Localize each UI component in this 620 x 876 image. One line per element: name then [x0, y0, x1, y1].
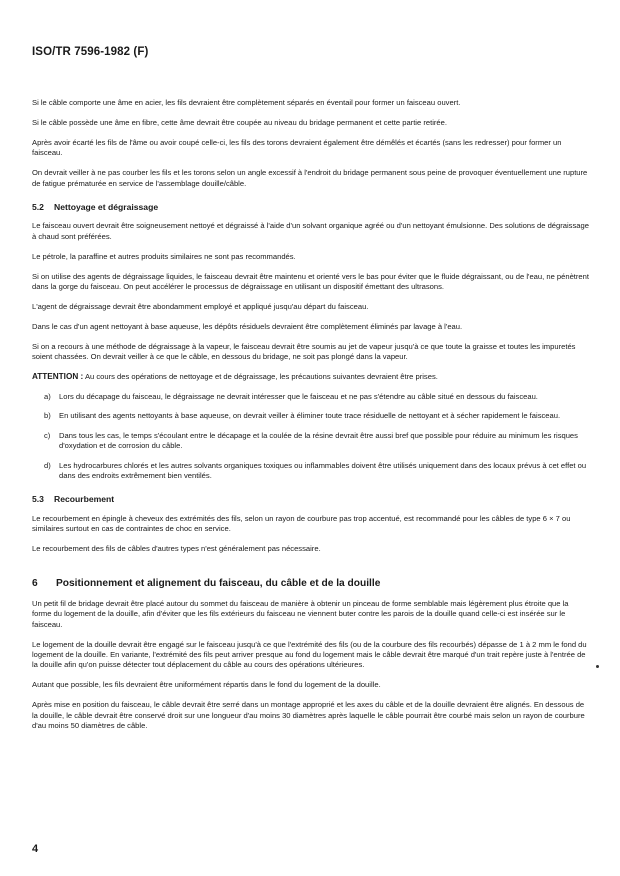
s53-paragraph-2: Le recourbement des fils de câbles d'autres types n'est généralement pas nécessaire. [32, 544, 321, 554]
section-number: 5.3 [32, 494, 44, 505]
section-5-2-heading [32, 202, 590, 212]
s52-paragraph-6: Si on a recours à une méthode de dégraissage à la vapeur, le faisceau devrait être soumis au jet de vapeur jusqu'à ce que toute la graisse et toutes les impuretés soient chassées. On devrait veiller à ce que le câble, en dessous du bridage, ne soit pas plongé dans la vapeur. [32, 341, 576, 362]
intro-paragraph-3: Après avoir écarté les fils de l'âme ou avoir coupé celle-ci, les fils des torons devraient également être démêlés et écartés (sans les redresser) pour former un faisceau. [32, 137, 562, 158]
section-title: Positionnement et alignement du faisceau, du câble et de la douille [56, 578, 381, 590]
section-number: 6 [32, 578, 38, 590]
list-item [44, 411, 590, 421]
section-6-heading [32, 579, 590, 589]
item-marker: c) [44, 430, 51, 440]
item-text: En utilisant des agents nettoyants à base aqueuse, on devrait veiller à éliminer toute trace résiduelle de nettoyant et à sécher rapidement le faisceau. [59, 411, 561, 421]
page-number: 4 [32, 843, 39, 855]
list-item [44, 431, 590, 452]
item-text: Dans tous les cas, le temps s'écoulant entre le décapage et la coulée de la résine devrait être aussi bref que possible pour réduire au minimum les risques d'oxydation et de corrosion du câble. [59, 430, 578, 451]
document-id-header: ISO/TR 7596-1982 (F) [32, 46, 149, 58]
s52-paragraph-5: Dans le cas d'un agent nettoyant à base aqueuse, les dépôts résiduels devraient être complètement éliminés par lavage à l'eau. [32, 321, 463, 331]
intro-paragraph-2: Si le câble possède une âme en fibre, cette âme devrait être coupée au niveau du bridage permanent et cette partie retirée. [32, 117, 447, 127]
item-text: Les hydrocarbures chlorés et les autres solvants organiques toxiques ou inflammables doivent être utilisés uniquement dans des locaux prévus à cet effet ou dans des endroits extrêmement bien ventilés. [59, 460, 587, 480]
s52-paragraph-2: Le pétrole, la paraffine et autres produits similaires ne sont pas recommandés. [32, 251, 296, 261]
s52-paragraph-3: Si on utilise des agents de dégraissage liquides, le faisceau devrait être maintenu et orienté vers le bas pour éviter que le fluide dégraissant, ou de l'eau, ne pénètrent dans la gorge du faisceau. On peut accélérer le processus de dégraissage en utilisant un dispositif émettant des ultrasons. [32, 271, 589, 291]
item-marker: d) [44, 460, 51, 470]
intro-paragraph-1: Si le câble comporte une âme en acier, les fils devraient être complètement séparés en éventail pour former un faisceau ouvert. [32, 98, 461, 107]
item-marker: a) [44, 391, 51, 401]
s53-paragraph-1: Le recourbement en épingle à cheveux des extrémités des fils, selon un rayon de courbure pas trop accentué, est recommandé pour les câbles de type 6 × 7 ou similaires surtout en cas de contraintes de choc en service. [32, 513, 571, 534]
item-marker: b) [44, 411, 51, 421]
section-title: Recourbement [54, 494, 115, 505]
section-5-3-heading [32, 494, 590, 504]
s6-paragraph-4: Après mise en position du faisceau, le câble devrait être serré dans un montage approprié et les axes du câble et de la douille devraient être alignés. En dessous de la douille, le câble devrait être conservé droit sur une longueur d'au moins 30 diamètres après laquelle le câble pourrait être courbé mais selon un rayon de courbure d'au moins 50 diamètres de câble. [32, 700, 585, 731]
s6-paragraph-3: Autant que possible, les fils devraient être uniformément répartis dans le fond du logement de la douille. [32, 680, 381, 690]
section-title: Nettoyage et dégraissage [54, 201, 159, 212]
attention-note [32, 372, 590, 382]
list-item [44, 461, 590, 482]
attention-text: Au cours des opérations de nettoyage et de dégraissage, les précautions suivantes devraient être prises. [84, 372, 438, 381]
s6-paragraph-1: Un petit fil de bridage devrait être placé autour du sommet du faisceau de manière à obtenir un pinceau de forme semblable mais légèrement plus étroite que la forme du logement de la douille, afin d'éviter que les fils extérieurs du faisceau ne viennent buter contre les parois de la douille quand celle-ci est insérée sur le faisceau. [32, 598, 569, 629]
margin-dot [596, 665, 599, 668]
list-item [44, 392, 590, 402]
page-body [32, 98, 590, 741]
section-number: 5.2 [32, 201, 44, 212]
s6-paragraph-2: Le logement de la douille devrait être engagé sur le faisceau jusqu'à ce que l'extrémité des fils (ou de la courbure des fils recourbés) dépasse de 1 à 2 mm le fond du logement de la douille. En variante, l'extrémité des fils peut arriver presque au fond du logement mais le câble devrait être marqué d'un trait repère juste à l'entrée de la douille afin qu'on puisse détecter tout déplacement du câble au cours des opérations ultérieures. [32, 639, 587, 670]
s52-paragraph-4: L'agent de dégraissage devrait être abondamment employé et appliqué jusqu'au départ du faisceau. [32, 301, 369, 311]
item-text: Lors du décapage du faisceau, le dégraissage ne devrait intéresser que le faisceau et ne pas s'étendre au câble situé en dessous du faisceau. [59, 391, 538, 401]
attention-label: ATTENTION : [32, 372, 84, 381]
intro-paragraph-4: On devrait veiller à ne pas courber les fils et les torons selon un angle excessif à l'endroit du bridage permanent sous peine de provoquer éventuellement une rupture de fatigue prématurée en service de l'assemblage douille/câble. [32, 168, 588, 188]
s52-paragraph-1: Le faisceau ouvert devrait être soigneusement nettoyé et dégraissé à l'aide d'un solvant organique agréé ou d'un nettoyant émulsionne. Des solutions de dégraissage à chaud sont préférées. [32, 221, 589, 241]
attention-list [32, 392, 590, 481]
